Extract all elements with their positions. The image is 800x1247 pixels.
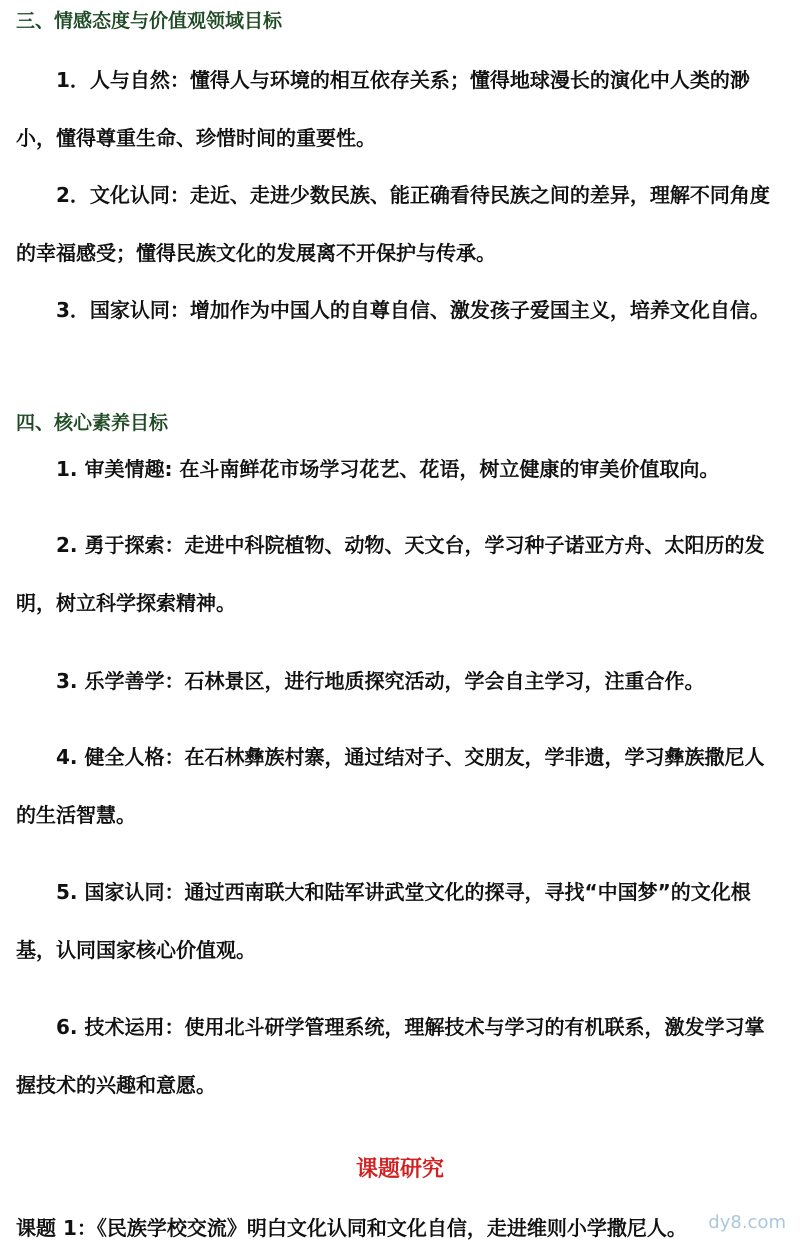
- section-4-item-2: 2. 勇于探索：走进中科院植物、动物、天文台，学习种子诺亚方舟、太阳历的发明，树立科学探索精神。: [16, 533, 765, 615]
- section-3-item-2: 2．文化认同：走近、走进少数民族、能正确看待民族之间的差异，理解不同角度的幸福感受；懂得民族文化的发展离不开保护与传承。: [16, 183, 770, 265]
- research-title: 课题研究: [355, 1156, 444, 1182]
- section-4-item-5: 5. 国家认同：通过西南联大和陆军讲武堂文化的探寻，寻找“中国梦”的文化根基，认同国家核心价值观。: [16, 880, 751, 962]
- section-4-heading: 四、核心素养目标: [16, 412, 169, 434]
- watermark: dy8.com: [708, 1212, 786, 1233]
- section-4-item-3: 3. 乐学善学：石林景区，进行地质探究活动，学会自主学习，注重合作。: [56, 669, 705, 693]
- section-4-item-4: 4. 健全人格：在石林彝族村寨，通过结对子、交朋友，学非遗，学习彝族撒尼人的生活智慧。: [16, 745, 765, 827]
- section-3-item-3: 3．国家认同：增加作为中国人的自尊自信、激发孩子爱国主义，培养文化自信。: [56, 298, 770, 322]
- section-4-item-6: 6. 技术运用：使用北斗研学管理系统，理解技术与学习的有机联系，激发学习掌握技术的兴趣和意愿。: [16, 1015, 765, 1097]
- section-3-item-1: 1．人与自然：懂得人与环境的相互依存关系；懂得地球漫长的演化中人类的渺小，懂得尊重生命、珍惜时间的重要性。: [16, 68, 750, 150]
- research-topic-1: 课题 1：《民族学校交流》明白文化认同和文化自信，走进维则小学撒尼人。: [16, 1216, 687, 1240]
- section-4-item-1: 1. 审美情趣: 在斗南鲜花市场学习花艺、花语，树立健康的审美价值取向。: [56, 457, 720, 481]
- section-3-heading: 三、情感态度与价值观领域目标: [16, 10, 283, 32]
